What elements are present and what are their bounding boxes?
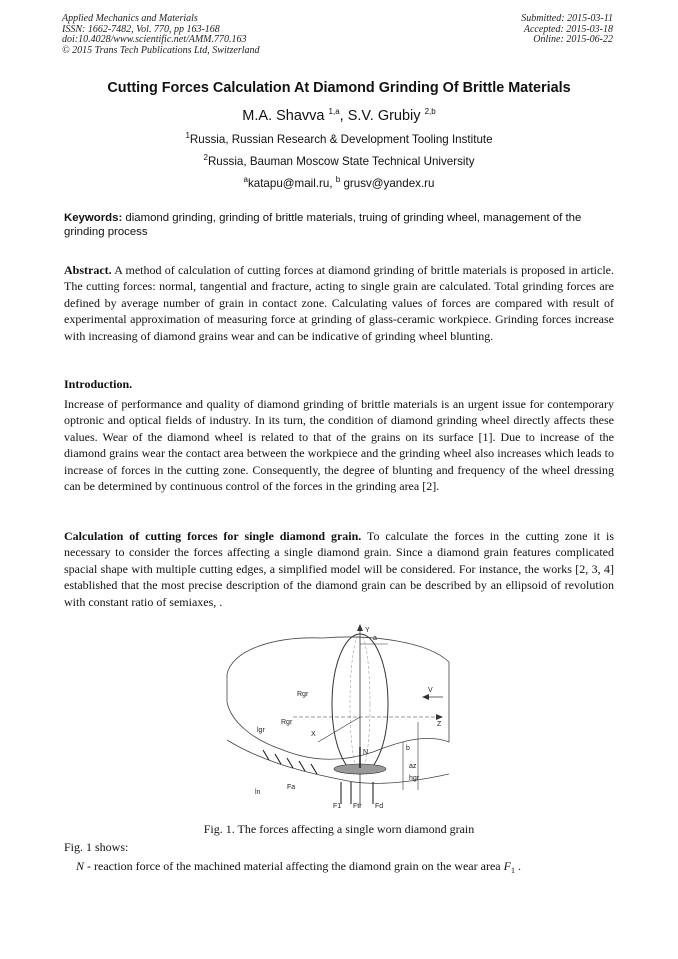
label-l-n: ln xyxy=(255,789,261,796)
author-list xyxy=(0,108,678,124)
author-2-affiliation: 2,b xyxy=(424,107,436,117)
n-symbol: N xyxy=(76,859,85,873)
abstract-label: Abstract. xyxy=(64,263,112,277)
grain-forces-figure xyxy=(223,622,453,817)
author-emails xyxy=(0,177,678,190)
label-h-gr: hgr xyxy=(409,775,420,782)
submitted-date: Submitted: 2015-03-11 xyxy=(521,13,613,24)
fracture-force-arrow-5 xyxy=(311,764,317,774)
author-2: S.V. Grubiy xyxy=(347,108,421,124)
journal-info xyxy=(62,14,260,56)
abstract xyxy=(64,262,614,344)
affiliation-1-number: 1 xyxy=(185,131,190,141)
keywords xyxy=(64,211,614,239)
label-r-gr: Rgr xyxy=(297,691,309,698)
y-axis-arrow-icon xyxy=(357,624,363,631)
f1-letter: F xyxy=(503,859,511,873)
label-n: N xyxy=(363,749,369,756)
email-a[interactable]: katapu@mail.ru, xyxy=(247,177,336,190)
f1-symbol xyxy=(504,859,515,873)
label-f-tr: Ftr xyxy=(353,803,362,810)
publication-dates xyxy=(521,14,613,46)
label-f-d: Fd xyxy=(375,803,384,810)
online-date: Online: 2015-06-22 xyxy=(533,34,613,46)
keywords-text: diamond grinding, grinding of brittle materials, truing of grinding wheel, management of the grinding process xyxy=(64,212,582,238)
affiliation-1-text: Russia, Russian Research & Development Tooling Institute xyxy=(189,133,493,146)
label-f-a: Fa xyxy=(287,784,296,791)
email-a-marker: a xyxy=(243,175,248,185)
author-separator: , xyxy=(339,108,348,124)
calculation-section xyxy=(64,528,614,610)
author-1: M.A. Shavva xyxy=(242,108,325,124)
f1-subscript: 1 xyxy=(510,866,515,875)
label-y: Y xyxy=(365,627,370,634)
affiliation-2-number: 2 xyxy=(203,153,208,163)
email-b-marker: b xyxy=(335,175,341,185)
keywords-label: Keywords: xyxy=(64,212,123,224)
label-r-gr-2: Rgr xyxy=(281,719,293,726)
affiliation-2 xyxy=(0,155,678,168)
affiliation-1 xyxy=(0,133,678,146)
email-b[interactable]: grusv@yandex.ru xyxy=(340,177,435,190)
author-1-affiliation: 1,a xyxy=(328,107,340,117)
figure-caption: Fig. 1. The forces affecting a single worn diamond grain xyxy=(203,822,475,836)
label-f-1: F1 xyxy=(333,803,342,810)
label-a: a xyxy=(373,635,377,642)
calculation-text: To calculate the forces in the cutting zone it is necessary to consider the forces affecting a single diamond grain. Since a diamond grain features complicated spacial shape with multiple cutting edges, a simplified model will be considered. For instance, the works [2, 3, 4] established that the most precise description of the diamond grain can be described by an ellipsoid of revolution with constant ratio of semiaxes, . xyxy=(64,529,615,609)
journal-name: Applied Mechanics and Materials xyxy=(62,13,198,24)
paper-title: Cutting Forces Calculation At Diamond Grinding Of Brittle Materials xyxy=(107,80,571,96)
label-a-z: az xyxy=(409,763,417,770)
n-definition-text: - reaction force of the machined material affecting the diamond grain on the wear area xyxy=(84,859,504,873)
introduction-text: Increase of performance and quality of diamond grinding of brittle materials is an urgent issue for contemporary optronic and optical fields of industry. In its turn, the condition of diamond grinding wheel directly affects these values. Wear of the diamond wheel is related to that of the grains on its surface [1]. Due to increase of the diamond grains wear the contact area between the workpiece and the grinding wheel also increases which leads to increase of forces in the cutting zone. Consequently, the degree of blunting and frequency of the wheel dressing can be determined by continuous control of the forces in the grinding area [2]. xyxy=(64,397,614,494)
accepted-date: Accepted: 2015-03-18 xyxy=(523,23,613,35)
label-l-gr: lgr xyxy=(257,727,265,734)
velocity-arrow-icon xyxy=(422,694,429,700)
affiliation-2-text: Russia, Bauman Moscow State Technical University xyxy=(207,155,475,168)
label-z: Z xyxy=(437,721,442,728)
n-definition-end: . xyxy=(514,859,521,873)
n-definition xyxy=(76,859,521,874)
issn: ISSN: 1662-7482, Vol. 770, pp 163-168 xyxy=(62,23,220,35)
doi: doi:10.4028/www.scientific.net/AMM.770.163 xyxy=(62,34,247,46)
label-b: b xyxy=(406,745,410,752)
introduction-heading: Introduction. xyxy=(64,377,133,391)
fig-shows-line: Fig. 1 shows: xyxy=(64,840,129,854)
copyright: © 2015 Trans Tech Publications Ltd, Switzerland xyxy=(62,44,260,56)
label-x: X xyxy=(311,731,316,738)
calculation-heading: Calculation of cutting forces for single diamond grain. xyxy=(64,529,362,543)
fracture-force-arrow-4 xyxy=(299,761,305,771)
z-axis-arrow-icon xyxy=(436,714,443,720)
grinding-wheel-outline xyxy=(227,637,449,759)
label-v: V xyxy=(428,687,433,694)
x-axis xyxy=(318,717,360,742)
abstract-text: A method of calculation of cutting forces at diamond grinding of brittle materials is proposed in article. The cutting forces: normal, tangential and fracture, acting to single grain are calculated. Total grinding forces are defined by average number of grain in contact zone. Calculating values of forces are compared with result of experimental approximation of measuring force at grinding of glass-ceramic workpiece. Grinding forces increase with increasing of diamond grains wear and can be indicative of grinding wheel blunting. xyxy=(64,263,614,343)
